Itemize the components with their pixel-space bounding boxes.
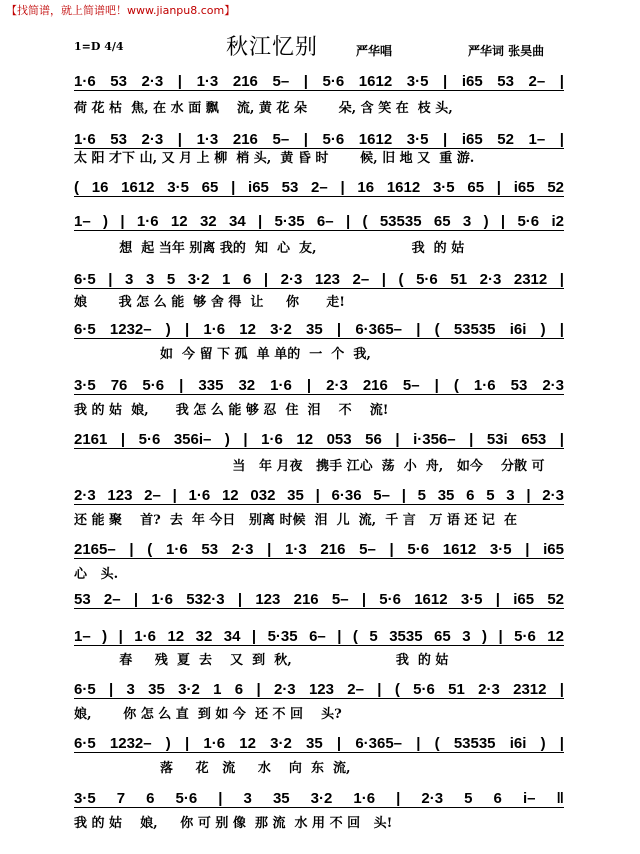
key-signature: 1=D 4/4: [74, 40, 124, 53]
lyrics-line: 太 阳 才下 山, 又 月 上 柳 梢 头, 黄 昏 时 候, 旧 地 又 重 游.: [74, 151, 475, 166]
site-banner[interactable]: 【找简谱，就上简谱吧！www.jianpu8.com】: [6, 4, 236, 17]
lyrics-line: 落 花 流 水 向 东 流,: [74, 761, 351, 776]
notation-line: 6·5 1232– ) | 1·6 12 3·2 35 | 6·365– | ( 53535 i6i ) |: [74, 735, 564, 752]
lyrics-line: 我 的 姑 娘, 我 怎 么 能 够 忍 住 泪 不 流!: [74, 403, 389, 418]
notation-line: 6·5 | 3 35 3·2 1 6 | 2·3 123 2– | ( 5·6 51 2·3 2312 |: [74, 681, 564, 698]
lyrics-line: 心 头.: [74, 567, 119, 582]
lyrics-line: 娘 我 怎 么 能 够 舍 得 让 你 走!: [74, 295, 345, 310]
lyrics-line: 想 起 当年 别离 我的 知 心 友, 我 的 姑: [74, 241, 465, 256]
notation-line: 53 2– | 1·6 532·3 | 123 216 5– | 5·6 1612 3·5 | i65 52: [74, 591, 564, 608]
notation-line: 1– ) | 1·6 12 32 34 | 5·35 6– | ( 53535 65 3 ) | 5·6 i2: [74, 213, 564, 230]
lyrics-line: 如 今 留 下 孤 单 单的 一 个 我,: [74, 347, 371, 362]
notation-line: 6·5 1232– ) | 1·6 12 3·2 35 | 6·365– | ( 53535 i6i ) |: [74, 321, 564, 338]
notation-line: 3·5 76 5·6 | 335 32 1·6 | 2·3 216 5– | ( 1·6 53 2·3: [74, 377, 564, 394]
lyrics-line: 娘, 你 怎 么 直 到 如 今 还 不 回 头?: [74, 707, 342, 722]
lyrics-line: 荷 花 枯 焦, 在 水 面 飘 流, 黄 花 朵 朵, 含 笑 在 枝 头,: [74, 101, 453, 116]
notation-line: 2161 | 5·6 356i– ) | 1·6 12 053 56 | i·356– | 53i 653 |: [74, 431, 564, 448]
notation-line: ( 16 1612 3·5 65 | i65 53 2– | 16 1612 3·5 65 | i65 52: [74, 179, 564, 196]
lyrics-line: 我 的 姑 娘, 你 可 别 像 那 流 水 用 不 回 头!: [74, 816, 393, 831]
lyrics-line: 春 残 夏 去 又 到 秋, 我 的 姑: [74, 653, 449, 668]
lyrics-line: 还 能 聚 首? 去 年 今日 别离 时候 泪 儿 流, 千 言 万 语 还 记 在: [74, 513, 517, 528]
credits: 严华词 张昊曲: [468, 44, 545, 58]
notation-line: 3·5 7 6 5·6 | 3 35 3·2 1·6 | 2·3 5 6 i– ‖: [74, 790, 564, 807]
notation-line: 2·3 123 2– | 1·6 12 032 35 | 6·36 5– | 5 35 6 5 3 | 2·3: [74, 487, 564, 504]
notation-line: 1·6 53 2·3 | 1·3 216 5– | 5·6 1612 3·5 | i65 53 2– |: [74, 73, 564, 90]
notation-line: 1·6 53 2·3 | 1·3 216 5– | 5·6 1612 3·5 | i65 52 1– |: [74, 131, 564, 148]
song-title: 秋江忆别: [226, 35, 319, 60]
notation-line: 1– ) | 1·6 12 32 34 | 5·35 6– | ( 5 3535 65 3 ) | 5·6 12: [74, 628, 564, 645]
singer: 严华唱: [356, 44, 393, 58]
notation-line: 2165– | ( 1·6 53 2·3 | 1·3 216 5– | 5·6 1612 3·5 | i65: [74, 541, 564, 558]
notation-line: 6·5 | 3 3 5 3·2 1 6 | 2·3 123 2– | ( 5·6 51 2·3 2312 |: [74, 271, 564, 288]
lyrics-line: 当 年 月夜 携手 江心 荡 小 舟, 如今 分散 可: [74, 459, 545, 474]
